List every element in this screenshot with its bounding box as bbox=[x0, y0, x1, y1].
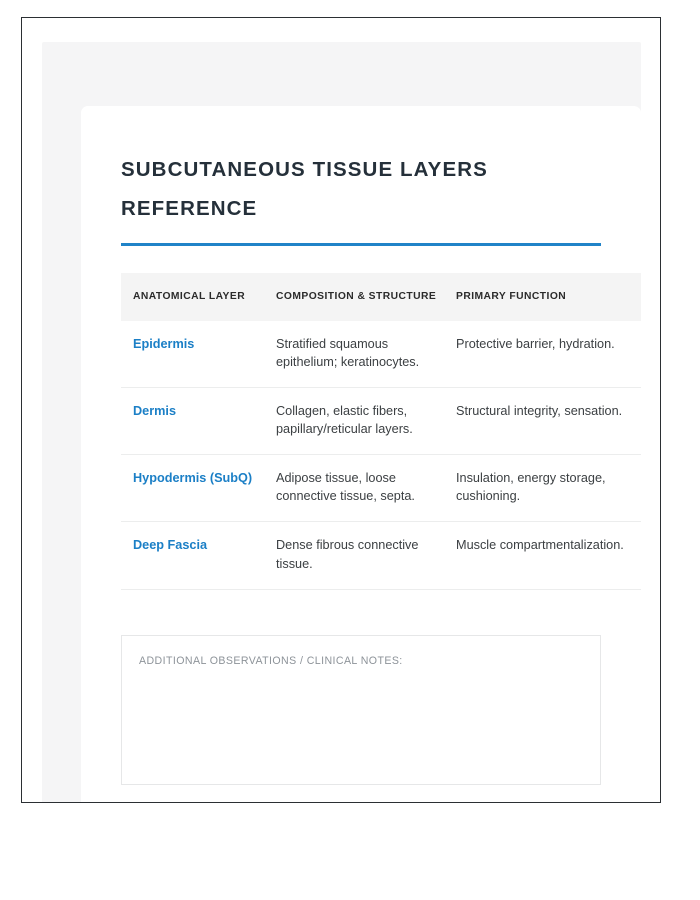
column-header-primary-function: PRIMARY FUNCTION bbox=[456, 273, 641, 322]
table-row bbox=[121, 388, 641, 455]
layer-name: Hypodermis (SubQ) bbox=[133, 471, 253, 486]
table-cell-composition: Adipose tissue, loose connective tissue, septa. bbox=[276, 455, 456, 522]
table-cell-composition: Collagen, elastic fibers, papillary/reticular layers. bbox=[276, 388, 456, 455]
table-cell-layer bbox=[121, 321, 276, 388]
table-cell-layer bbox=[121, 522, 276, 589]
page-backdrop bbox=[42, 42, 641, 803]
table-cell-layer bbox=[121, 455, 276, 522]
table-cell-function: Muscle compartmentalization. bbox=[456, 522, 641, 589]
table-header-row bbox=[121, 273, 641, 322]
table-row bbox=[121, 321, 641, 388]
layer-name: Dermis bbox=[133, 404, 177, 419]
column-header-anatomical-layer: ANATOMICAL LAYER bbox=[121, 273, 276, 322]
table-header bbox=[121, 273, 641, 322]
column-header-composition-structure: COMPOSITION & STRUCTURE bbox=[276, 273, 456, 322]
table-cell-composition: Stratified squamous epithelium; keratinocytes. bbox=[276, 321, 456, 388]
table-cell-layer bbox=[121, 388, 276, 455]
document-card bbox=[81, 106, 641, 803]
page-title: SUBCUTANEOUS TISSUE LAYERS REFERENCE bbox=[121, 158, 488, 221]
tissue-layers-table bbox=[121, 273, 641, 590]
layer-name: Deep Fascia bbox=[133, 538, 208, 553]
table-cell-composition: Dense fibrous connective tissue. bbox=[276, 522, 456, 589]
table-body bbox=[121, 321, 641, 589]
table-cell-function: Protective barrier, hydration. bbox=[456, 321, 641, 388]
layer-name: Epidermis bbox=[133, 337, 195, 352]
clinical-notes-box[interactable] bbox=[121, 635, 601, 785]
table-row bbox=[121, 455, 641, 522]
table-cell-function: Structural integrity, sensation. bbox=[456, 388, 641, 455]
clinical-notes-label: ADDITIONAL OBSERVATIONS / CLINICAL NOTES: bbox=[139, 654, 403, 667]
viewport-frame bbox=[21, 17, 661, 803]
table-cell-function: Insulation, energy storage, cushioning. bbox=[456, 455, 641, 522]
table-row bbox=[121, 522, 641, 589]
title-divider bbox=[121, 243, 601, 246]
